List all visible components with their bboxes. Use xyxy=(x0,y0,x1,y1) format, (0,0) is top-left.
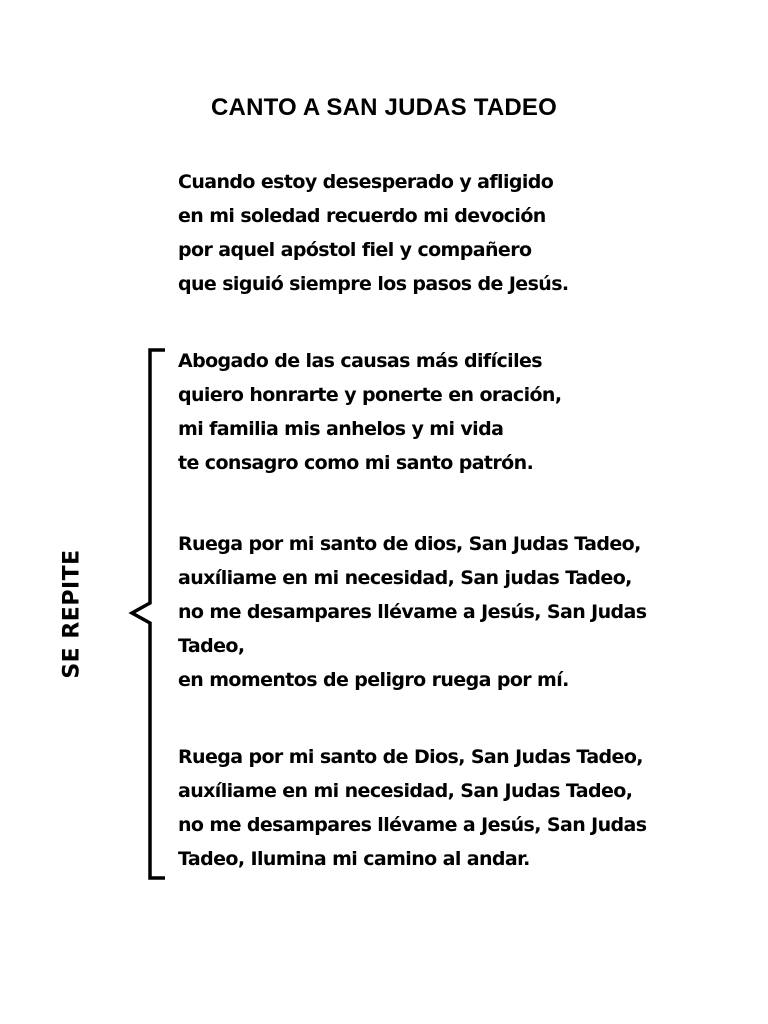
verse-line: que siguió siempre los pasos de Jesús. xyxy=(178,273,569,295)
verse-line: Abogado de las causas más difíciles xyxy=(178,350,542,372)
stanza-chorus xyxy=(178,344,561,480)
verse-line: Tadeo, xyxy=(178,635,245,657)
verse-line: Cuando estoy desesperado y afligido xyxy=(178,171,554,193)
verse-line: te consagro como mi santo patrón. xyxy=(178,452,534,474)
verse-line: Ruega por mi santo de Dios, San Judas Tadeo, xyxy=(178,746,643,768)
verse-line: no me desampares llévame a Jesús, San Judas xyxy=(178,601,647,623)
verse-line: Ruega por mi santo de dios, San Judas Tadeo, xyxy=(178,533,641,555)
stanza-prayer-2 xyxy=(178,740,646,876)
verse-line: por aquel apóstol fiel y compañero xyxy=(178,239,532,261)
verse-line: en mi soledad recuerdo mi devoción xyxy=(178,205,546,227)
verse-line: no me desampares llévame a Jesús, San Judas xyxy=(178,814,647,836)
repeat-bracket xyxy=(124,345,174,885)
verse-line: auxíliame en mi necesidad, San Judas Tadeo, xyxy=(178,780,633,802)
verse-line: mi familia mis anhelos y mi vida xyxy=(178,418,504,440)
stanza-intro xyxy=(178,165,569,301)
verse-line: auxíliame en mi necesidad, San judas Tadeo, xyxy=(178,567,632,589)
verse-line: en momentos de peligro ruega por mí. xyxy=(178,669,569,691)
stanza-prayer-1 xyxy=(178,527,646,697)
verse-line: quiero honrarte y ponerte en oración, xyxy=(178,384,562,406)
verse-line: Tadeo, Ilumina mi camino al andar. xyxy=(178,848,530,870)
song-title: CANTO A SAN JUDAS TADEO xyxy=(211,94,557,121)
repeat-label: SE REPITE xyxy=(59,549,85,679)
